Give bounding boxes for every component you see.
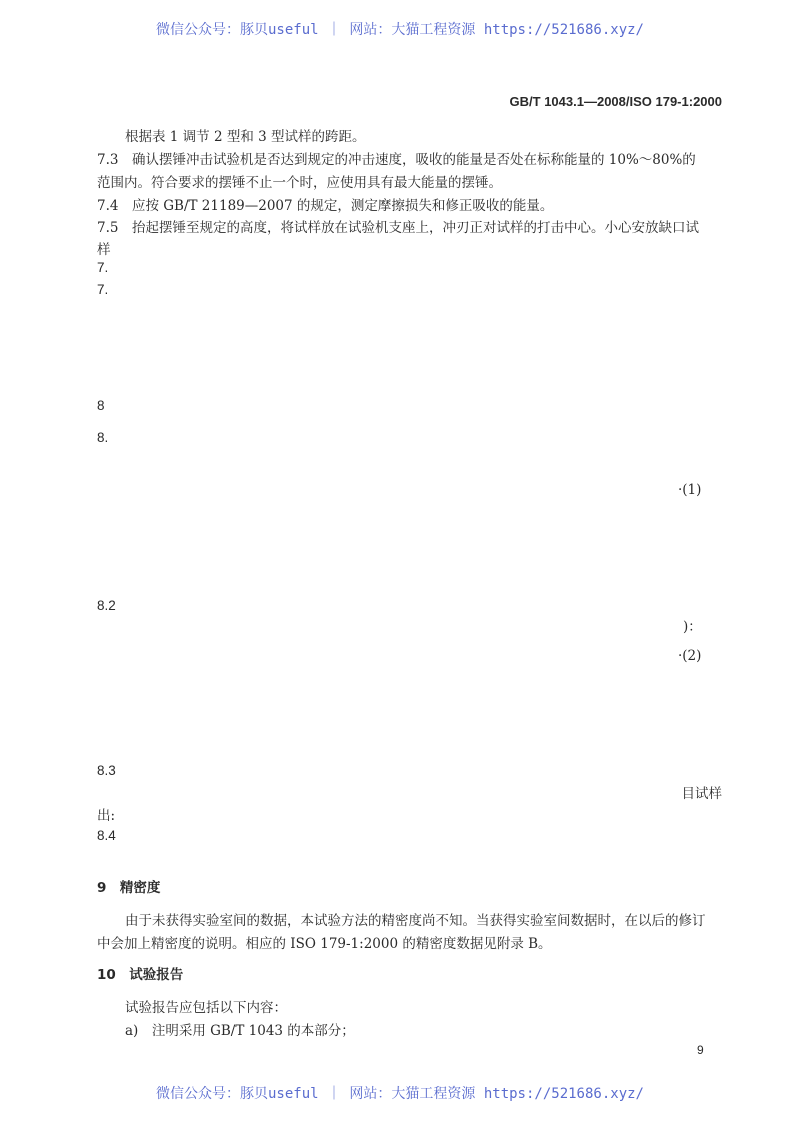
clause-7-4: 7.4 应按 GB/T 21189—2007 的规定，测定摩擦损失和修正吸收的能量。 <box>97 198 554 214</box>
section-10-heading: 10 试验报告 <box>97 967 184 983</box>
equation-number-1: ·(1) <box>678 482 702 498</box>
watermark-bottom: 微信公众号：豚贝useful ｜ 网站：大猫工程资源 https://521686.xyz/ <box>155 1086 644 1102</box>
text-line: 试验报告应包括以下内容： <box>125 1000 287 1016</box>
text-line: 中会加上精密度的说明。相应的 ISO 179-1:2000 的精密度数据见附录 B。 <box>97 936 552 952</box>
equation-number-2: ·(2) <box>678 648 702 664</box>
fragment: )： <box>683 619 702 635</box>
fragment: 出: <box>97 808 116 824</box>
text-line: 由于未获得实验室间的数据，本试验方法的精密度尚不知。当获得实验室间数据时，在以后的修订 <box>125 913 706 929</box>
fragment: 8.3 <box>97 763 116 778</box>
fragment: 8.4 <box>97 828 116 843</box>
list-item: a) 注明采用 GB/T 1043 的本部分； <box>125 1023 355 1039</box>
section-9-heading: 9 精密度 <box>97 880 161 896</box>
clause-7-3: 7.3 确认摆锤冲击试验机是否达到规定的冲击速度，吸收的能量是否处在标称能量的 10%～80%的 <box>97 152 696 168</box>
clause-7-5: 7.5 抬起摆锤至规定的高度，将试样放在试验机支座上，冲刃正对试样的打击中心。小心安放缺口试 <box>97 220 699 236</box>
fragment: 8. <box>97 430 109 445</box>
watermark-top: 微信公众号：豚贝useful ｜ 网站：大猫工程资源 https://521686.xyz/ <box>155 22 644 38</box>
text-line: 样 <box>97 242 111 258</box>
fragment: 7. <box>97 282 109 297</box>
running-header: GB/T 1043.1—2008/ISO 179-1:2000 <box>509 94 722 109</box>
text-line: 范围内。符合要求的摆锤不止一个时，应使用具有最大能量的摆锤。 <box>97 175 502 191</box>
fragment: 7. <box>97 260 109 275</box>
text-line: 根据表 1 调节 2 型和 3 型试样的跨距。 <box>125 129 366 145</box>
fragment: 8 <box>97 398 105 413</box>
page-number: 9 <box>697 1043 704 1057</box>
fragment: 8.2 <box>97 598 116 613</box>
fragment: 目试样 <box>681 786 722 802</box>
